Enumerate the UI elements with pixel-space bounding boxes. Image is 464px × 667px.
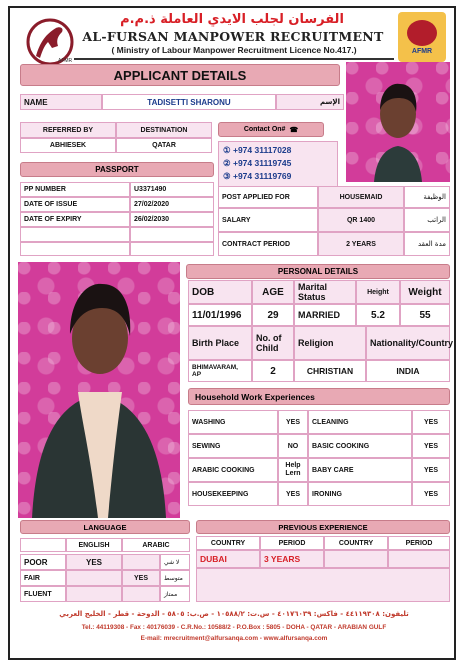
arabic-company-name: الفرسان لجلب الايدي العاملة ذ.م.م bbox=[120, 12, 344, 27]
contact-label bbox=[218, 122, 324, 137]
salary-arabic-label: الراتب bbox=[404, 208, 450, 232]
cleaning-label: CLEANING bbox=[308, 410, 412, 434]
exp-blank-row bbox=[196, 568, 450, 602]
personal-details-title bbox=[186, 264, 450, 279]
contact-phone-1[interactable]: ① +974 31117028 bbox=[223, 145, 292, 155]
weight-header: Weight bbox=[400, 280, 450, 304]
height-value: 5.2 bbox=[356, 304, 400, 326]
previous-experience-title-text: PREVIOUS EXPERIENCE bbox=[278, 522, 368, 532]
english-header: ENGLISH bbox=[66, 538, 122, 552]
arabic-cooking-label: ARABIC COOKING bbox=[188, 458, 278, 482]
fluent-arabic-label: ممتاز bbox=[160, 586, 190, 602]
exp-country-value-2 bbox=[324, 550, 388, 568]
applicant-photo-full bbox=[18, 262, 180, 518]
company-logo-right bbox=[398, 12, 446, 62]
passport-blank-row-1 bbox=[20, 227, 130, 242]
passport-issue-value: 27/02/2020 bbox=[130, 197, 214, 212]
phone-icon: ☎ bbox=[289, 126, 299, 134]
height-header: Height bbox=[356, 280, 400, 304]
salary-label: SALARY bbox=[218, 208, 318, 232]
name-value: TADISETTI SHARONU bbox=[102, 94, 276, 110]
sewing-value: NO bbox=[278, 434, 308, 458]
logo-text: AFMR bbox=[411, 47, 433, 55]
household-title bbox=[188, 388, 450, 405]
exp-period-header-2: PERIOD bbox=[388, 536, 450, 550]
referred-by-value: ABHIESEK bbox=[20, 138, 116, 153]
contact-phone-3[interactable]: ③ +974 31119769 bbox=[223, 171, 292, 181]
religion-value: CHRISTIAN bbox=[294, 360, 366, 382]
fair-arabic-value: YES bbox=[122, 570, 160, 586]
exp-country-header-2: COUNTRY bbox=[324, 536, 388, 550]
title-text: APPLICANT DETAILS bbox=[113, 67, 247, 83]
basic-cooking-value: YES bbox=[412, 434, 450, 458]
poor-label: POOR bbox=[20, 554, 66, 570]
dob-value: 11/01/1996 bbox=[188, 304, 252, 326]
weight-value: 55 bbox=[400, 304, 450, 326]
nationality-header: Nationality/Country bbox=[366, 326, 450, 360]
passport-title bbox=[20, 162, 214, 177]
contact-phone-list bbox=[218, 141, 338, 187]
exp-period-header-1: PERIOD bbox=[260, 536, 324, 550]
passport-number-label: PP NUMBER bbox=[20, 182, 130, 197]
language-title bbox=[20, 520, 190, 534]
footer-arabic: تليفون: ٤٤١١٩٣٠٨ - فاكس: ٤٠١٧٦٠٣٩ - س.ت: ١٠٥٨٨/٢ - ص.ب: ٥٨٠٥ - الدوحة - قطر - الخليج العربي bbox=[59, 610, 409, 618]
passport-title-text: PASSPORT bbox=[95, 165, 139, 174]
ironing-label: IRONING bbox=[308, 482, 412, 506]
salary-value: QR 1400 bbox=[318, 208, 404, 232]
post-arabic-label: الوظيفة bbox=[404, 186, 450, 208]
exp-country-header-1: COUNTRY bbox=[196, 536, 260, 550]
washing-label: WASHING bbox=[188, 410, 278, 434]
fair-english-value bbox=[66, 570, 122, 586]
passport-blank-row-3 bbox=[20, 242, 130, 256]
exp-period-value-2 bbox=[388, 550, 450, 568]
poor-arabic-label: لا شي bbox=[160, 554, 190, 570]
sewing-label: SEWING bbox=[188, 434, 278, 458]
cleaning-value: YES bbox=[412, 410, 450, 434]
horse-logo-icon bbox=[22, 12, 78, 68]
passport-expiry-value: 26/02/2030 bbox=[130, 212, 214, 227]
washing-value: YES bbox=[278, 410, 308, 434]
person-silhouette-icon bbox=[346, 62, 450, 182]
age-value: 29 bbox=[252, 304, 294, 326]
company-name: AL-FURSAN MANPOWER RECRUITMENT bbox=[82, 29, 384, 44]
fluent-arabic-value bbox=[122, 586, 160, 602]
language-title-text: LANGUAGE bbox=[83, 522, 127, 532]
footer-email-line[interactable]: E-mail: mrecruitment@alfursanqa.com - www.alfursanqa.com bbox=[140, 635, 328, 642]
fursan-emblem-icon bbox=[407, 20, 437, 46]
licence-line: ( Ministry of Labour Manpower Recruitment Licence No.417.) bbox=[111, 45, 357, 55]
contact-phone-2-text: +974 31119745 bbox=[232, 158, 292, 168]
destination-value: QATAR bbox=[116, 138, 212, 153]
passport-blank-row-4 bbox=[130, 242, 214, 256]
passport-expiry-label: DATE OF EXPIRY bbox=[20, 212, 130, 227]
exp-period-value-1: 3 YEARS bbox=[260, 550, 324, 568]
exp-country-value-1: DUBAI bbox=[196, 550, 260, 568]
previous-experience-title bbox=[196, 520, 450, 534]
poor-english-value: YES bbox=[66, 554, 122, 570]
children-header: No. of Child bbox=[252, 326, 294, 360]
dob-header: DOB bbox=[188, 280, 252, 304]
marital-header: Marital Status bbox=[294, 280, 356, 304]
svg-text:AFMR: AFMR bbox=[58, 58, 73, 64]
passport-number-value: U3371490 bbox=[130, 182, 214, 197]
contract-arabic-label: مدة العقد bbox=[404, 232, 450, 256]
housekeeping-value: YES bbox=[278, 482, 308, 506]
contact-label-text: Contact On# bbox=[243, 126, 286, 133]
passport-blank-row-2 bbox=[130, 227, 214, 242]
person-portrait-icon bbox=[18, 262, 180, 518]
fluent-label: FLUENT bbox=[20, 586, 66, 602]
language-blank-header bbox=[20, 538, 66, 552]
fair-label: FAIR bbox=[20, 570, 66, 586]
baby-care-label: BABY CARE bbox=[308, 458, 412, 482]
contract-label: CONTRACT PERIOD bbox=[218, 232, 318, 256]
ironing-value: YES bbox=[412, 482, 450, 506]
children-value: 2 bbox=[252, 360, 294, 382]
contact-phone-3-text: +974 31119769 bbox=[232, 171, 292, 181]
arabic-cooking-value: Help Lern bbox=[278, 458, 308, 482]
religion-header: Religion bbox=[294, 326, 366, 360]
personal-details-title-text: PERSONAL DETAILS bbox=[277, 267, 359, 276]
footer-contact-line: Tel.: 44119308 - Fax : 40176039 - C.R.No.: 10588/2 - P.O.Box : 5805 - DOHA - QATAR - ARABIAN GULF bbox=[81, 624, 387, 631]
post-label: POST APPLIED FOR bbox=[218, 186, 318, 208]
poor-arabic-value bbox=[122, 554, 160, 570]
applicant-photo-small bbox=[346, 62, 450, 182]
name-arabic-label: الإسم bbox=[276, 94, 344, 110]
age-header: AGE bbox=[252, 280, 294, 304]
referred-by-label: REFERRED BY bbox=[20, 122, 116, 138]
header-rule bbox=[74, 58, 394, 60]
fluent-english-value bbox=[66, 586, 122, 602]
fair-arabic-label: متوسط bbox=[160, 570, 190, 586]
post-value: HOUSEMAID bbox=[318, 186, 404, 208]
birthplace-value: BHIMAVARAM, AP bbox=[188, 360, 252, 382]
application-form bbox=[8, 6, 456, 660]
applicant-details-title bbox=[20, 64, 340, 86]
baby-care-value: YES bbox=[412, 458, 450, 482]
name-label: NAME bbox=[20, 94, 102, 110]
birthplace-header: Birth Place bbox=[188, 326, 252, 360]
household-title-text: Household Work Experiences bbox=[195, 391, 315, 402]
passport-issue-label: DATE OF ISSUE bbox=[20, 197, 130, 212]
destination-label: DESTINATION bbox=[116, 122, 212, 138]
basic-cooking-label: BASIC COOKING bbox=[308, 434, 412, 458]
housekeeping-label: HOUSEKEEPING bbox=[188, 482, 278, 506]
marital-value: MARRIED bbox=[294, 304, 356, 326]
contract-value: 2 YEARS bbox=[318, 232, 404, 256]
contact-phone-2[interactable]: ② +974 31119745 bbox=[223, 158, 292, 168]
contact-phone-1-text: +974 31117028 bbox=[232, 145, 292, 155]
company-logo-left bbox=[22, 12, 78, 68]
nationality-value: INDIA bbox=[366, 360, 450, 382]
arabic-header: ARABIC bbox=[122, 538, 190, 552]
